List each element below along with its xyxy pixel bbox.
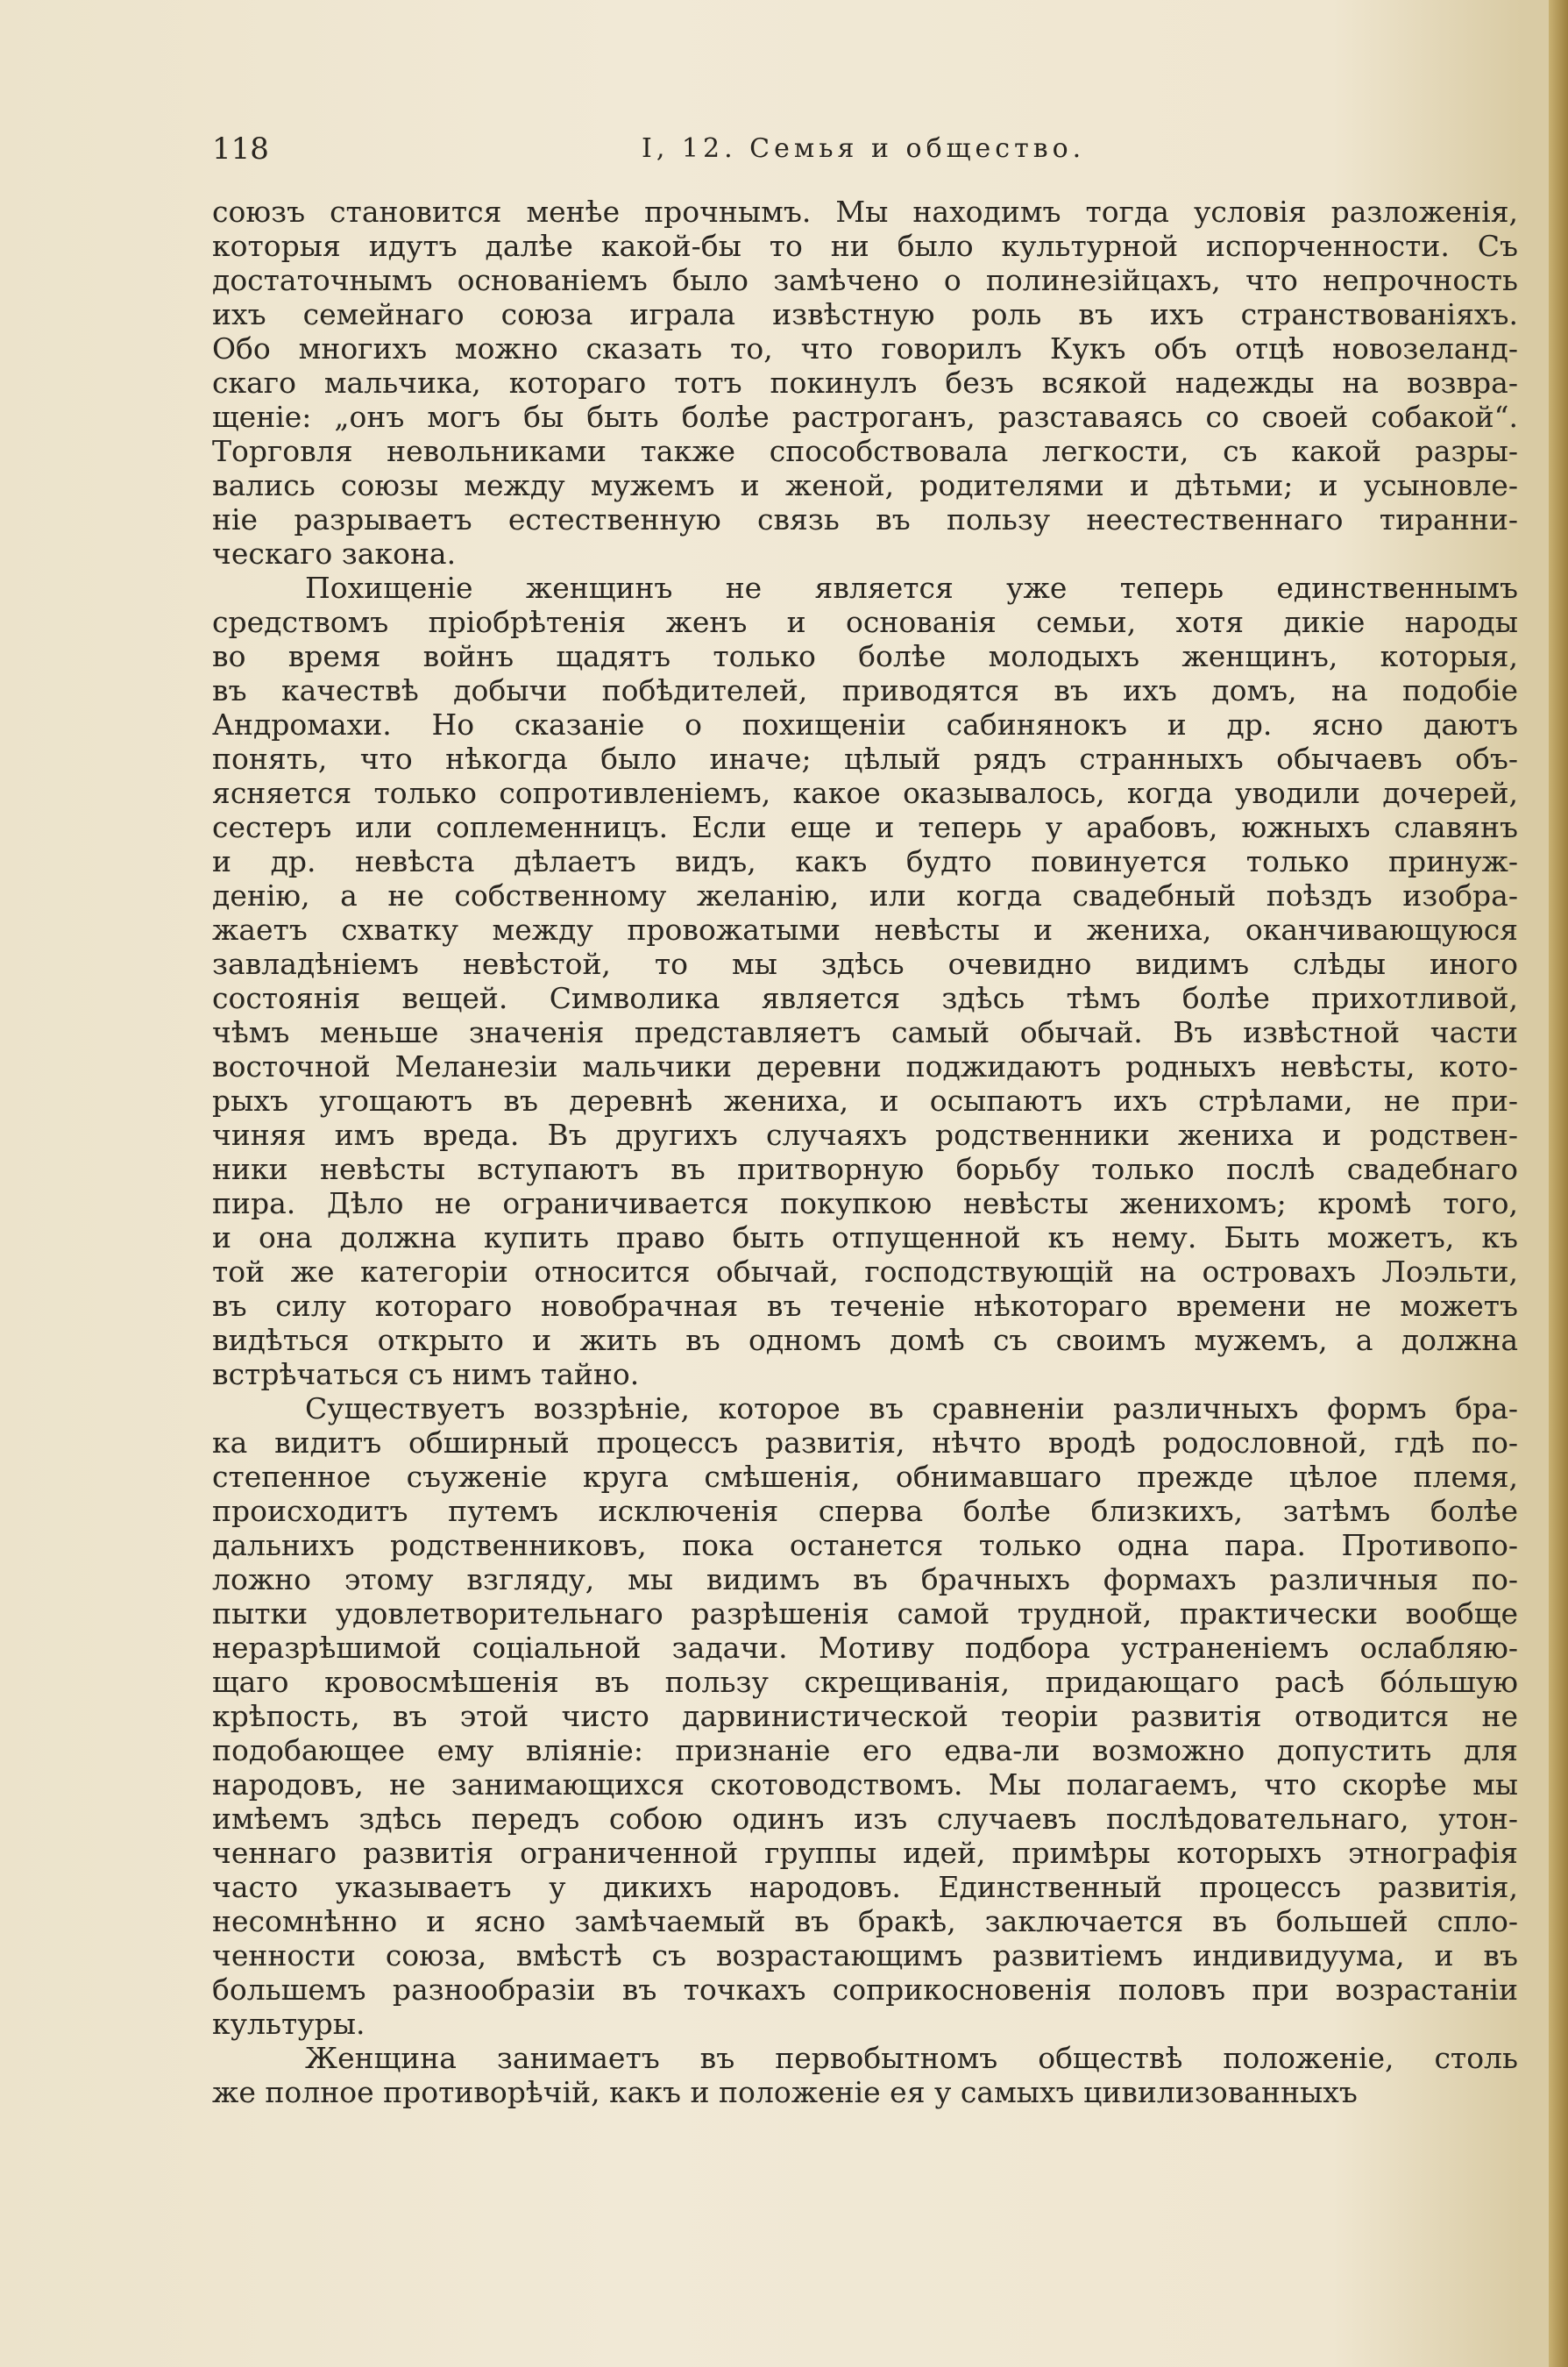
text-line: достаточнымъ основаніемъ было замѣчено о полинезійцахъ, что непрочность <box>212 263 1518 297</box>
text-line: имѣемъ здѣсь передъ собою одинъ изъ случаевъ послѣдовательнаго, утон- <box>212 1802 1518 1836</box>
text-line: дальнихъ родственниковъ, пока останется только одна пара. Противопо- <box>212 1528 1518 1562</box>
text-line: состоянія вещей. Символика является здѣсь тѣмъ болѣе прихотливой, <box>212 981 1518 1015</box>
paragraph <box>212 195 1518 571</box>
text-line: въ силу котораго новобрачная въ теченіе нѣкотораго времени не можетъ <box>212 1289 1518 1323</box>
text-line: видѣться открыто и жить въ одномъ домѣ съ своимъ мужемъ, а должна <box>212 1323 1518 1357</box>
text-line: которыя идутъ далѣе какой-бы то ни было культурной испорченности. Съ <box>212 229 1518 263</box>
running-title: I, 12. Семья и общество. <box>642 133 1086 164</box>
text-line: рыхъ угощаютъ въ деревнѣ жениха, и осыпаютъ ихъ стрѣлами, не при- <box>212 1084 1518 1118</box>
text-line: ники невѣсты вступаютъ въ притворную борьбу только послѣ свадебнаго <box>212 1152 1518 1186</box>
text-line: ченности союза, вмѣстѣ съ возрастающимъ развитіемъ индивидуума, и въ <box>212 1938 1518 1972</box>
body-text <box>212 195 1518 2109</box>
text-line: денію, а не собственному желанію, или когда свадебный поѣздъ изобра- <box>212 878 1518 913</box>
text-line: встрѣчаться съ нимъ тайно. <box>212 1357 640 1391</box>
text-line: средствомъ пріобрѣтенія женъ и основанія семьи, хотя дикіе народы <box>212 605 1518 639</box>
text-line: Похищеніе женщинъ не является уже теперь единственнымъ <box>305 571 1518 605</box>
text-line: чѣмъ меньше значенія представляетъ самый обычай. Въ извѣстной части <box>212 1015 1518 1049</box>
running-head <box>212 132 1518 167</box>
text-line: народовъ, не занимающихся скотоводствомъ. Мы полагаемъ, что скорѣе мы <box>212 1767 1518 1802</box>
text-line: завладѣніемъ невѣстой, то мы здѣсь очевидно видимъ слѣды иного <box>212 947 1518 981</box>
text-line: во время войнъ щадятъ только болѣе молодыхъ женщинъ, которыя, <box>212 639 1518 673</box>
text-line: Существуетъ воззрѣніе, которое въ сравненіи различныхъ формъ бра- <box>305 1391 1518 1425</box>
text-line: сестеръ или соплеменницъ. Если еще и теперь у арабовъ, южныхъ славянъ <box>212 810 1518 844</box>
paragraph <box>212 1391 1518 2041</box>
text-line: Торговля невольниками также способствовала легкости, съ какой разры- <box>212 434 1518 468</box>
paragraph <box>212 2041 1518 2109</box>
text-line: чиняя имъ вреда. Въ другихъ случаяхъ родственники жениха и родствен- <box>212 1118 1518 1152</box>
text-line: же полное противорѣчій, какъ и положеніе ея у самыхъ цивилизованныхъ <box>212 2075 1358 2109</box>
paragraph <box>212 571 1518 1391</box>
text-line: часто указываетъ у дикихъ народовъ. Единственный процессъ развитія, <box>212 1870 1518 1904</box>
text-line: происходитъ путемъ исключенія сперва болѣе близкихъ, затѣмъ болѣе <box>212 1494 1518 1528</box>
text-line: Андромахи. Но сказаніе о похищеніи сабинянокъ и др. ясно даютъ <box>212 707 1518 742</box>
page-number: 118 <box>212 132 269 167</box>
text-line: вались союзы между мужемъ и женой, родителями и дѣтьми; и усыновле- <box>212 468 1518 502</box>
text-line: Обо многихъ можно сказать то, что говорилъ Кукъ объ отцѣ новозеланд- <box>212 331 1518 366</box>
text-line: ніе разрываетъ естественную связь въ пользу неестественнаго тиранни- <box>212 502 1518 537</box>
text-line: ченнаго развитія ограниченной группы идей, примѣры которыхъ этнографія <box>212 1836 1518 1870</box>
text-line: ческаго закона. <box>212 537 457 571</box>
text-line: щеніе: „онъ могъ бы быть болѣе растроганъ, разставаясь со своей собакой“. <box>212 400 1518 434</box>
text-line: неразрѣшимой соціальной задачи. Мотиву подбора устраненіемъ ослабляю- <box>212 1631 1518 1665</box>
text-line: пытки удовлетворительнаго разрѣшенія самой трудной, практически вообще <box>212 1596 1518 1631</box>
text-line: скаго мальчика, котораго тотъ покинулъ безъ всякой надежды на возвра- <box>212 366 1518 400</box>
text-line: Женщина занимаетъ въ первобытномъ обществѣ положеніе, столь <box>305 2041 1518 2075</box>
text-line: ка видитъ обширный процессъ развитія, нѣчто вродѣ родословной, гдѣ по- <box>212 1425 1518 1460</box>
text-line: союзъ становится менѣе прочнымъ. Мы находимъ тогда условія разложенія, <box>212 195 1518 229</box>
text-line: жаетъ схватку между провожатыми невѣсты и жениха, оканчивающуюся <box>212 913 1518 947</box>
text-line: крѣпость, въ этой чисто дарвинистической теоріи развитія отводится не <box>212 1699 1518 1733</box>
text-line: несомнѣнно и ясно замѣчаемый въ бракѣ, заключается въ большей спло- <box>212 1904 1518 1938</box>
text-line: и др. невѣста дѣлаетъ видъ, какъ будто повинуется только принуж- <box>212 844 1518 878</box>
text-line: щаго кровосмѣшенія въ пользу скрещиванія, придающаго расѣ бо́льшую <box>212 1665 1518 1699</box>
text-line: подобающее ему вліяніе: признаніе его едва-ли возможно допустить для <box>212 1733 1518 1767</box>
text-line: и она должна купить право быть отпущенной къ нему. Быть можетъ, къ <box>212 1220 1518 1255</box>
text-line: ихъ семейнаго союза играла извѣстную роль въ ихъ странствованіяхъ. <box>212 297 1518 331</box>
text-line: той же категоріи относится обычай, господствующій на островахъ Лоэльти, <box>212 1255 1518 1289</box>
text-line: большемъ разнообразіи въ точкахъ соприкосновенія половъ при возрастаніи <box>212 1972 1518 2007</box>
text-line: степенное съуженіе круга смѣшенія, обнимавшаго прежде цѣлое племя, <box>212 1460 1518 1494</box>
page-edge <box>1549 0 1568 2367</box>
text-line: въ качествѣ добычи побѣдителей, приводятся въ ихъ домъ, на подобіе <box>212 673 1518 707</box>
text-line: ложно этому взгляду, мы видимъ въ брачныхъ формахъ различныя по- <box>212 1562 1518 1596</box>
text-line: восточной Меланезіи мальчики деревни поджидаютъ родныхъ невѣсты, кото- <box>212 1049 1518 1084</box>
text-line: понять, что нѣкогда было иначе; цѣлый рядъ странныхъ обычаевъ объ- <box>212 742 1518 776</box>
text-line: культуры. <box>212 2007 365 2041</box>
text-line: пира. Дѣло не ограничивается покупкою невѣсты женихомъ; кромѣ того, <box>212 1186 1518 1220</box>
text-line: ясняется только сопротивленіемъ, какое оказывалось, когда уводили дочерей, <box>212 776 1518 810</box>
